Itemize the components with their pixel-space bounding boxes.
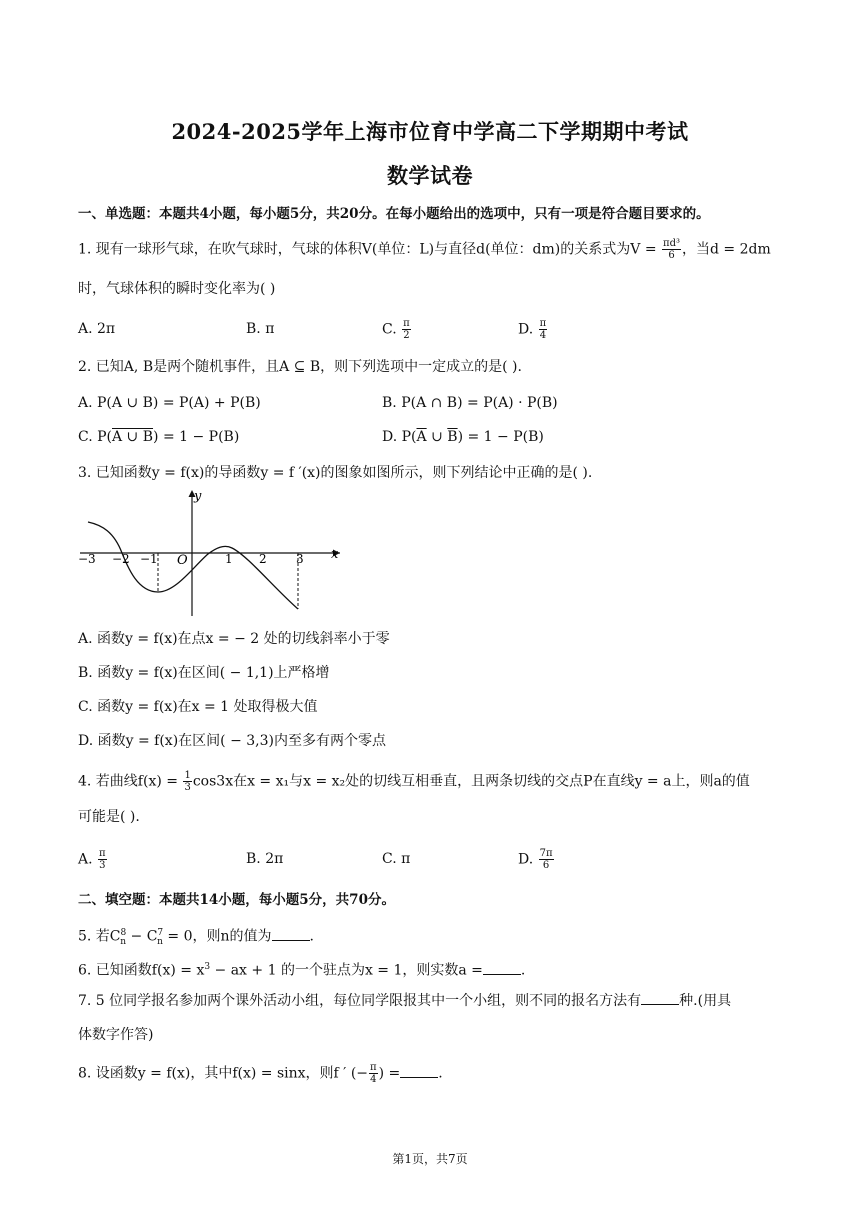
q6-end: . bbox=[520, 962, 526, 979]
q4-option-a-label: A. bbox=[78, 851, 93, 868]
page-title: 2024-2025学年上海市位育中学高二下学期期中考试 bbox=[171, 119, 689, 144]
q2-d-post: ) = 1 − P(B) bbox=[457, 429, 544, 445]
q4-option-d-frac bbox=[539, 848, 554, 871]
question-5 bbox=[78, 922, 784, 953]
q1-option-a: A. 2π bbox=[78, 321, 116, 337]
question-7-cont: 体数字作答) bbox=[78, 1027, 154, 1043]
q1-option-c-frac bbox=[402, 318, 411, 341]
question-4-stem bbox=[78, 770, 784, 793]
q1-option-c-label: C. bbox=[382, 321, 397, 338]
q4-option-a bbox=[78, 848, 108, 871]
q8-pre: 8. 设函数y = f(x)，其中f(x) = sinx，则f ′ (− bbox=[78, 1065, 369, 1082]
q5-post: = 0，则n的值为 bbox=[162, 928, 272, 945]
q4-a-num: π bbox=[99, 848, 106, 859]
tick-label-neg2: −2 bbox=[112, 552, 130, 566]
q4-fraction bbox=[183, 770, 191, 793]
q3-option-a: A. 函数y = f(x)在点x = − 2 处的切线斜率小于零 bbox=[78, 631, 390, 647]
q4-frac-den: 3 bbox=[184, 782, 191, 793]
q4-option-b: B. 2π bbox=[246, 851, 284, 867]
q2-c-pre: C. P( bbox=[78, 429, 112, 445]
page-footer: 第1页，共7页 bbox=[392, 1152, 468, 1166]
q1-option-d bbox=[518, 318, 548, 341]
q1-frac-den: 6 bbox=[668, 250, 675, 261]
q2-d-overlined-a: $\overline{A}$ bbox=[416, 429, 427, 445]
q1-fraction bbox=[662, 238, 681, 261]
q5-sub2: n bbox=[157, 937, 163, 948]
question-6 bbox=[78, 956, 784, 982]
q5-answer-blank bbox=[272, 926, 310, 941]
q1-stem-text-b: ，当d = 2dm bbox=[682, 241, 771, 258]
question-3-stem: 3. 已知函数y = f(x)的导函数y = f ′(x)的图象如图所示，则下列结论中正确的是( ). bbox=[78, 465, 593, 481]
origin-label: O bbox=[177, 553, 188, 568]
derivative-graph bbox=[78, 488, 348, 620]
q2-d-pre: D. P( bbox=[382, 429, 417, 445]
q4-option-a-frac bbox=[98, 848, 107, 871]
q4-frac-num: 1 bbox=[184, 770, 191, 781]
section-heading-single-choice: 一、单选题：本题共4小题，每小题5分，共20分。在每小题给出的选项中，只有一项是符合题目要求的。 bbox=[78, 206, 710, 222]
question-1-stem bbox=[78, 238, 784, 261]
q5-mid: − C bbox=[126, 928, 158, 945]
question-2-stem: 2. 已知A, B是两个随机事件，且A ⊆ B，则下列选项中一定成立的是( ). bbox=[78, 359, 522, 375]
q1-stem-text: 1. 现有一球形气球，在吹气球时，气球的体积V(单位：L)与直径d(单位：dm)的关系式为V = bbox=[78, 241, 657, 258]
q8-answer-blank bbox=[400, 1063, 438, 1078]
q3-option-b: B. 函数y = f(x)在区间( − 1,1)上严格增 bbox=[78, 665, 330, 681]
q4-stem-pre: 4. 若曲线f(x) = bbox=[78, 773, 178, 790]
q1-option-b: B. π bbox=[246, 321, 275, 337]
q2-option-d bbox=[382, 426, 544, 448]
q1-d-num: π bbox=[539, 318, 547, 329]
q5-sub1: n bbox=[120, 937, 127, 948]
q2-d-mid: ∪ bbox=[426, 429, 448, 445]
q4-a-den: 3 bbox=[99, 860, 106, 871]
q1-frac-num: πd³ bbox=[663, 238, 680, 249]
q4-option-c: C. π bbox=[382, 851, 411, 867]
question-4-stem-cont: 可能是( ). bbox=[78, 809, 140, 825]
tick-label-2: 2 bbox=[259, 552, 267, 566]
q2-option-b: B. P(A ∩ B) = P(A) · P(B) bbox=[382, 395, 558, 411]
q2-d-overlined-b: $\overline{B}$ bbox=[447, 429, 458, 445]
tick-label-neg1: −1 bbox=[140, 552, 158, 566]
q1-c-num: π bbox=[403, 318, 410, 329]
question-7 bbox=[78, 990, 784, 1012]
tick-label-neg3: −3 bbox=[78, 552, 96, 566]
q4-d-num: 7π bbox=[539, 848, 553, 859]
q7-pre: 7. 5 位同学报名参加两个课外活动小组，每位同学限报其中一个小组，则不同的报名方法有 bbox=[78, 993, 642, 1009]
q8-frac-den: 4 bbox=[370, 1074, 377, 1085]
q8-end: . bbox=[438, 1065, 443, 1082]
q8-post: ) = bbox=[378, 1065, 401, 1082]
section-heading-fill-in: 二、填空题：本题共14小题，每小题5分，共70分。 bbox=[78, 892, 395, 908]
q2-c-overlined: A ∪ B bbox=[112, 429, 154, 445]
q8-frac-num: π bbox=[370, 1062, 377, 1073]
q1-d-den: 4 bbox=[539, 330, 547, 341]
q4-option-d-label: D. bbox=[518, 851, 534, 868]
q6-post: − ax + 1 的一个驻点为x = 1，则实数a = bbox=[210, 962, 483, 979]
q2-option-c bbox=[78, 426, 239, 448]
q5-pre: 5. 若C bbox=[78, 928, 121, 945]
q8-fraction bbox=[369, 1062, 378, 1085]
q5-end: . bbox=[309, 928, 314, 945]
q4-stem-post: cos3x在x = x₁与x = x₂处的切线互相垂直，且两条切线的交点P在直线y = a上，则a的值 bbox=[192, 773, 750, 790]
y-axis-label: y bbox=[194, 489, 202, 504]
q5-sup2: 7 bbox=[157, 928, 164, 938]
question-1-stem-cont: 时，气球体积的瞬时变化率为( ) bbox=[78, 281, 276, 297]
q6-pre: 6. 已知函数f(x) = x bbox=[78, 962, 205, 979]
tick-label-3: 3 bbox=[296, 552, 304, 566]
q3-option-d: D. 函数y = f(x)在区间( − 3,3)内至多有两个零点 bbox=[78, 733, 386, 749]
q5-sup1: 8 bbox=[120, 928, 127, 938]
tick-label-1: 1 bbox=[225, 552, 233, 566]
q2-option-a: A. P(A ∪ B) = P(A) + P(B) bbox=[78, 395, 261, 411]
q4-d-den: 6 bbox=[542, 860, 550, 871]
q1-c-den: 2 bbox=[403, 330, 410, 341]
q6-answer-blank bbox=[483, 960, 521, 975]
q3-option-c: C. 函数y = f(x)在x = 1 处取得极大值 bbox=[78, 699, 318, 715]
q1-option-c bbox=[382, 318, 412, 341]
q1-option-d-frac bbox=[539, 318, 548, 341]
q2-c-post: ) = 1 − P(B) bbox=[153, 429, 240, 445]
q4-option-d bbox=[518, 848, 555, 871]
q1-option-d-label: D. bbox=[518, 321, 534, 338]
x-axis-label: x bbox=[331, 547, 339, 562]
q7-post: 种.(用具 bbox=[679, 993, 732, 1009]
page-subtitle: 数学试卷 bbox=[387, 163, 473, 188]
q6-sup: 3 bbox=[204, 962, 211, 972]
q7-answer-blank bbox=[641, 990, 679, 1005]
question-8 bbox=[78, 1062, 784, 1085]
